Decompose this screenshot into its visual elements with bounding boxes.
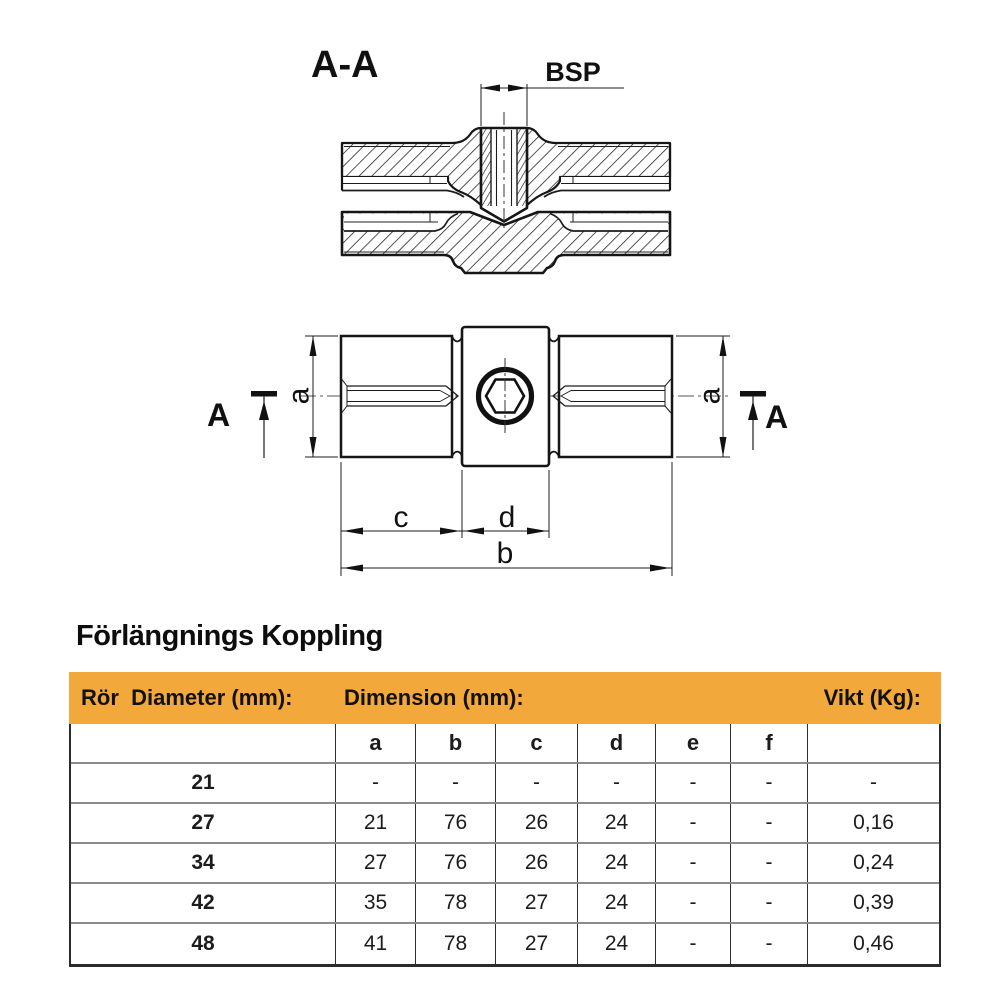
side-view	[207, 327, 788, 576]
table-cell: -	[731, 844, 808, 882]
col-c: c	[496, 724, 578, 762]
dim-a-label: a	[282, 387, 316, 405]
table-cell: -	[496, 764, 578, 802]
table-cell: -	[578, 764, 656, 802]
table-cell: -	[731, 764, 808, 802]
col-e: e	[656, 724, 731, 762]
table-row	[71, 924, 939, 964]
table-cell: -	[416, 764, 496, 802]
table-cell: -	[731, 804, 808, 842]
table-cell: 24	[578, 884, 656, 922]
table-cell: 21	[336, 804, 416, 842]
section-view	[311, 44, 670, 273]
table-cell: -	[656, 764, 731, 802]
table-cell: 27	[71, 804, 336, 842]
section-upper-sleeve-left	[342, 128, 481, 205]
col-b: b	[416, 724, 496, 762]
table-cell: -	[656, 884, 731, 922]
table-cell: 27	[336, 844, 416, 882]
right-cylinder	[559, 336, 672, 457]
dimension-letters-row	[71, 724, 939, 764]
section-arrow-label: A	[765, 399, 789, 435]
header-ror-diameter: Rör Diameter (mm):	[81, 685, 293, 710]
table-cell: -	[870, 771, 877, 794]
table-row	[71, 844, 939, 884]
table-cell: -	[656, 804, 731, 842]
table-cell: 27	[496, 924, 578, 964]
table-cell: -	[731, 884, 808, 922]
table-cell	[71, 724, 336, 762]
table-grid	[69, 724, 941, 967]
bsp-dimension	[481, 57, 624, 126]
section-marker-left	[207, 391, 277, 458]
table-cell: -	[656, 844, 731, 882]
header-vikt: Vikt (Kg):	[823, 685, 921, 710]
table-cell: 48	[71, 924, 336, 964]
table-cell: 35	[336, 884, 416, 922]
table-cell: 24	[578, 804, 656, 842]
table-cell: 26	[496, 844, 578, 882]
table-cell: 0,24	[853, 851, 894, 874]
table-cell: 78	[416, 924, 496, 964]
table-cell: 76	[416, 804, 496, 842]
table-cell: 0,39	[853, 891, 894, 914]
dimension-cdb	[341, 462, 672, 576]
table-cell: 24	[578, 924, 656, 964]
section-arrow-label: A	[207, 397, 231, 433]
table-cell	[808, 724, 939, 762]
page-title: Förlängnings Koppling	[76, 620, 383, 652]
col-a: a	[336, 724, 416, 762]
section-set-screw	[481, 112, 527, 228]
dim-c-label: c	[393, 501, 409, 534]
table-cell: 41	[336, 924, 416, 964]
dim-b-label: b	[496, 537, 514, 570]
col-d: d	[578, 724, 656, 762]
table-cell: 0,16	[853, 811, 894, 834]
left-cylinder	[341, 336, 452, 457]
bsp-label: BSP	[545, 57, 601, 87]
table-cell: 21	[71, 764, 336, 802]
section-view-title: A-A	[311, 44, 379, 86]
table-cell: 24	[578, 844, 656, 882]
table-cell: -	[731, 924, 808, 964]
header-dimension: Dimension (mm):	[344, 685, 524, 710]
table-row	[71, 764, 939, 804]
section-marker-right	[740, 391, 788, 450]
table-cell: 78	[416, 884, 496, 922]
spec-table	[69, 672, 941, 967]
table-cell: 76	[416, 844, 496, 882]
table-cell: -	[336, 764, 416, 802]
table-cell: 34	[71, 844, 336, 882]
table-cell: 27	[496, 884, 578, 922]
table-row	[71, 884, 939, 924]
col-f: f	[731, 724, 808, 762]
table-cell: 26	[496, 804, 578, 842]
table-cell: -	[656, 924, 731, 964]
dim-d-label: d	[498, 501, 516, 534]
table-header-band	[69, 672, 941, 724]
dim-a-label: a	[693, 387, 727, 405]
table-cell: 0,46	[853, 932, 894, 955]
table-cell: 42	[71, 884, 336, 922]
table-row	[71, 804, 939, 844]
